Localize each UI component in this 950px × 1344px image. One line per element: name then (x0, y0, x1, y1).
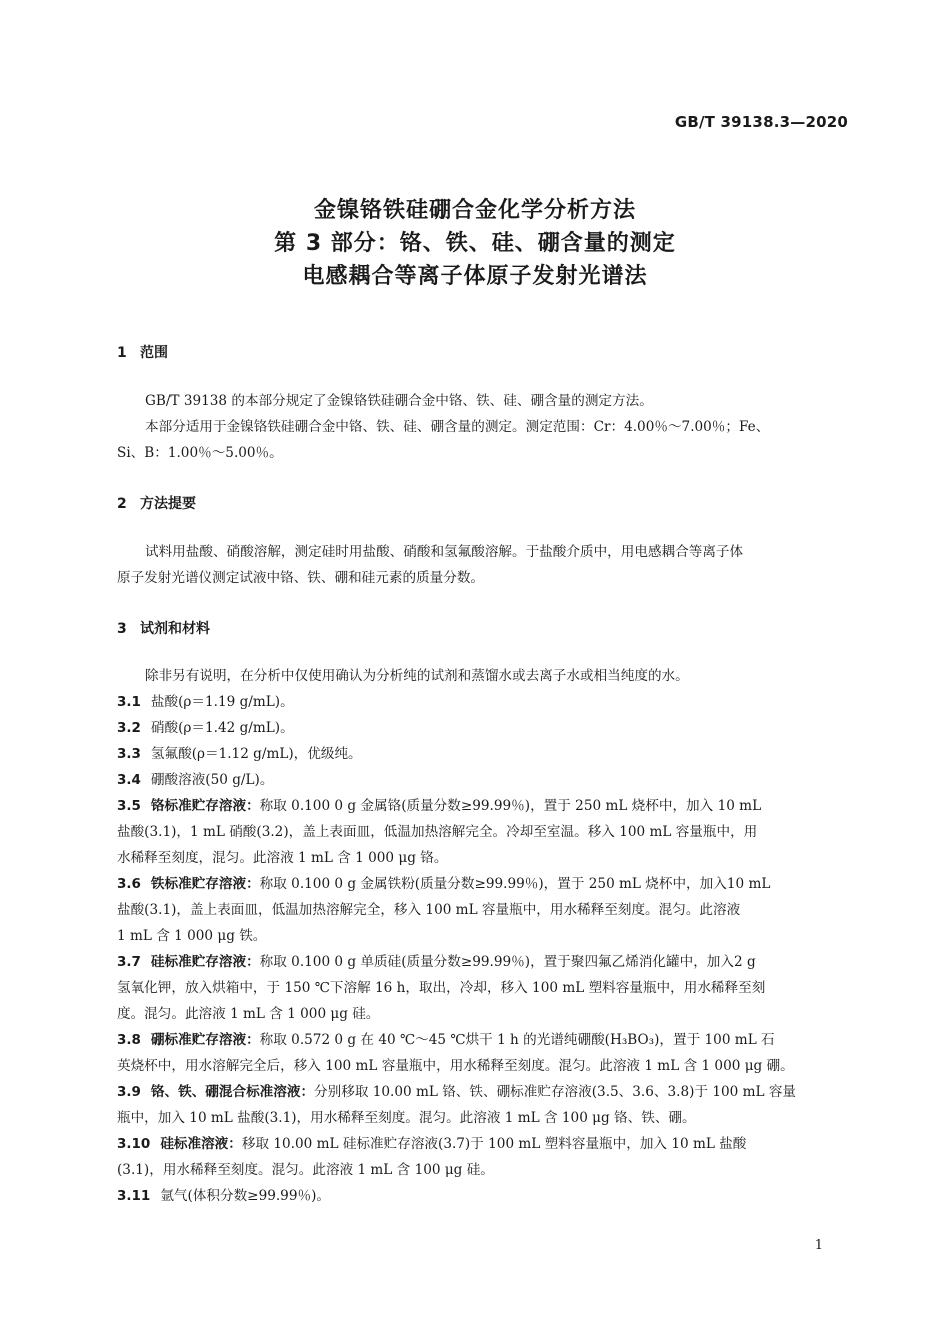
clause-3-8 (117, 1027, 850, 1053)
clause-text: 移取 10.00 mL 硅标准贮存溶液(3.7)于 100 mL 塑料容量瓶中，加入 10 mL 盐酸 (241, 1136, 747, 1152)
clause-text: 分别移取 10.00 mL 铬、铁、硼标准贮存溶液(3.5、3.6、3.8)于 100 mL 容量 (314, 1084, 797, 1100)
clause-number: 3.10 (117, 1136, 151, 1152)
paragraph-line: Si、B：1.00％～5.00％。 (117, 445, 283, 461)
clause-text: (3.1)，用水稀释至刻度。混匀。此溶液 1 mL 含 100 μg 硅。 (117, 1162, 494, 1178)
clause-text: 称取 0.100 0 g 单质硅(质量分数≥99.99％)，置于聚四氟乙烯消化罐中，加入2 g (259, 954, 756, 970)
clause-text: 英烧杯中，用水溶解完全后，移入 100 mL 容量瓶中，用水稀释至刻度。混匀。此溶液 1 mL 含 1 000 μg 硼。 (117, 1058, 794, 1074)
clause-text: 度。混匀。此溶液 1 mL 含 1 000 μg 硅。 (117, 1006, 380, 1022)
clause-3-10 (117, 1131, 850, 1157)
clause-3-5 (117, 793, 850, 819)
section-1-body (117, 388, 850, 466)
clause-label: 铬标准贮存溶液： (150, 798, 260, 814)
clause-text: 氢氟酸(ρ＝1.12 g/mL)，优级纯。 (150, 746, 362, 762)
title-line-3: 电感耦合等离子体原子发射光谱法 (302, 264, 648, 289)
clause-continuation-line (117, 1053, 850, 1079)
clause-continuation-line (117, 819, 850, 845)
clause-continuation-line (117, 923, 850, 949)
clause-text: 称取 0.100 0 g 金属铁粉(质量分数≥99.99％)，置于 250 mL 烧杯中，加入10 mL (259, 876, 771, 892)
clause-text: 瓶中，加入 10 mL 盐酸(3.1)，用水稀释至刻度。混匀。此溶液 1 mL 含 100 μg 铬、铁、硼。 (117, 1110, 696, 1126)
paragraph-line: 试料用盐酸、硝酸溶解，测定硅时用盐酸、硝酸和氢氟酸溶解。于盐酸介质中，用电感耦合等离子体 (145, 544, 744, 560)
clause-number: 3.9 (117, 1084, 141, 1100)
clause-continuation-line (117, 1105, 850, 1131)
document-title (0, 194, 950, 293)
clause-label: 硅标准贮存溶液： (150, 954, 260, 970)
clause-text: 称取 0.572 0 g 在 40 ℃～45 ℃烘干 1 h 的光谱纯硼酸(H₃BO₃)，置于 100 mL 石 (259, 1032, 775, 1048)
standard-code: GB/T 39138.3—2020 (674, 113, 848, 131)
paragraph-line: 本部分适用于金镍铬铁硅硼合金中铬、铁、硅、硼含量的测定。测定范围：Cr：4.00％～7.00％；Fe、 (145, 419, 770, 435)
clause-continuation-line (117, 1001, 850, 1027)
clause-text: 称取 0.100 0 g 金属铬(质量分数≥99.99％)，置于 250 mL 烧杯中，加入 10 mL (259, 798, 762, 814)
clause-text: 硼酸溶液(50 g/L)。 (150, 772, 274, 788)
clause-number: 3.6 (117, 876, 141, 892)
page-number: 1 (814, 1238, 823, 1253)
clause-continuation-line (117, 975, 850, 1001)
clause-text: 盐酸(3.1)，盖上表面皿，低温加热溶解完全，移入 100 mL 容量瓶中，用水稀释至刻度。混匀。此溶液 (117, 902, 741, 918)
section-title: 范围 (140, 345, 168, 361)
section-1-heading (117, 343, 168, 363)
clause-number: 3.8 (117, 1032, 141, 1048)
clause-text: 水稀释至刻度，混匀。此溶液 1 mL 含 1 000 μg 铬。 (117, 850, 448, 866)
clause-3-11 (117, 1183, 850, 1209)
clause-label: 铁标准贮存溶液： (150, 876, 260, 892)
clause-number: 3.1 (117, 694, 141, 710)
clause-3-1 (117, 689, 850, 715)
section-title: 方法提要 (140, 496, 196, 512)
clause-text: 硝酸(ρ＝1.42 g/mL)。 (150, 720, 294, 736)
clause-text: 氢氧化钾，放入烘箱中，于 150 ℃下溶解 16 h，取出，冷却，移入 100 mL 塑料容量瓶中，用水稀释至刻 (117, 980, 766, 996)
clause-3-7 (117, 949, 850, 975)
clause-number: 3.7 (117, 954, 141, 970)
clause-number: 3.5 (117, 798, 141, 814)
section-3-body (117, 663, 850, 1209)
clause-label: 硅标准溶液： (160, 1136, 242, 1152)
section-2-heading (117, 494, 196, 514)
clause-continuation-line (117, 897, 850, 923)
clause-number: 3.2 (117, 720, 141, 736)
clause-text: 盐酸(3.1)，1 mL 硝酸(3.2)，盖上表面皿，低温加热溶解完全。冷却至室温。移入 100 mL 容量瓶中，用 (117, 824, 758, 840)
clause-3-3 (117, 741, 850, 767)
clause-label: 铬、铁、硼混合标准溶液： (150, 1084, 315, 1100)
paragraph: GB/T 39138 的本部分规定了金镍铬铁硅硼合金中铬、铁、硅、硼含量的测定方法。 (145, 393, 653, 409)
section-number: 1 (117, 345, 127, 361)
clause-continuation-line (117, 845, 850, 871)
title-line-2: 第 3 部分：铬、铁、硅、硼含量的测定 (274, 231, 676, 256)
clause-3-2 (117, 715, 850, 741)
clause-label: 硼标准贮存溶液： (150, 1032, 260, 1048)
section-title: 试剂和材料 (140, 621, 210, 637)
clause-text: 1 mL 含 1 000 μg 铁。 (117, 928, 267, 944)
title-line-1: 金镍铬铁硅硼合金化学分析方法 (313, 198, 636, 223)
clause-3-9 (117, 1079, 850, 1105)
clause-number: 3.11 (117, 1188, 151, 1204)
clause-number: 3.4 (117, 772, 141, 788)
section-number: 2 (117, 496, 127, 512)
clause-text: 氩气(体积分数≥99.99％)。 (160, 1188, 330, 1204)
paragraph: 除非另有说明，在分析中仅使用确认为分析纯的试剂和蒸馏水或去离子水或相当纯度的水。 (145, 668, 689, 684)
clause-3-4 (117, 767, 850, 793)
clause-text: 盐酸(ρ＝1.19 g/mL)。 (150, 694, 294, 710)
paragraph-line: 原子发射光谱仪测定试液中铬、铁、硼和硅元素的质量分数。 (117, 570, 485, 586)
section-3-heading (117, 619, 210, 639)
clause-number: 3.3 (117, 746, 141, 762)
clause-continuation-line (117, 1157, 850, 1183)
section-2-body (117, 539, 850, 591)
clause-3-6 (117, 871, 850, 897)
section-number: 3 (117, 621, 127, 637)
